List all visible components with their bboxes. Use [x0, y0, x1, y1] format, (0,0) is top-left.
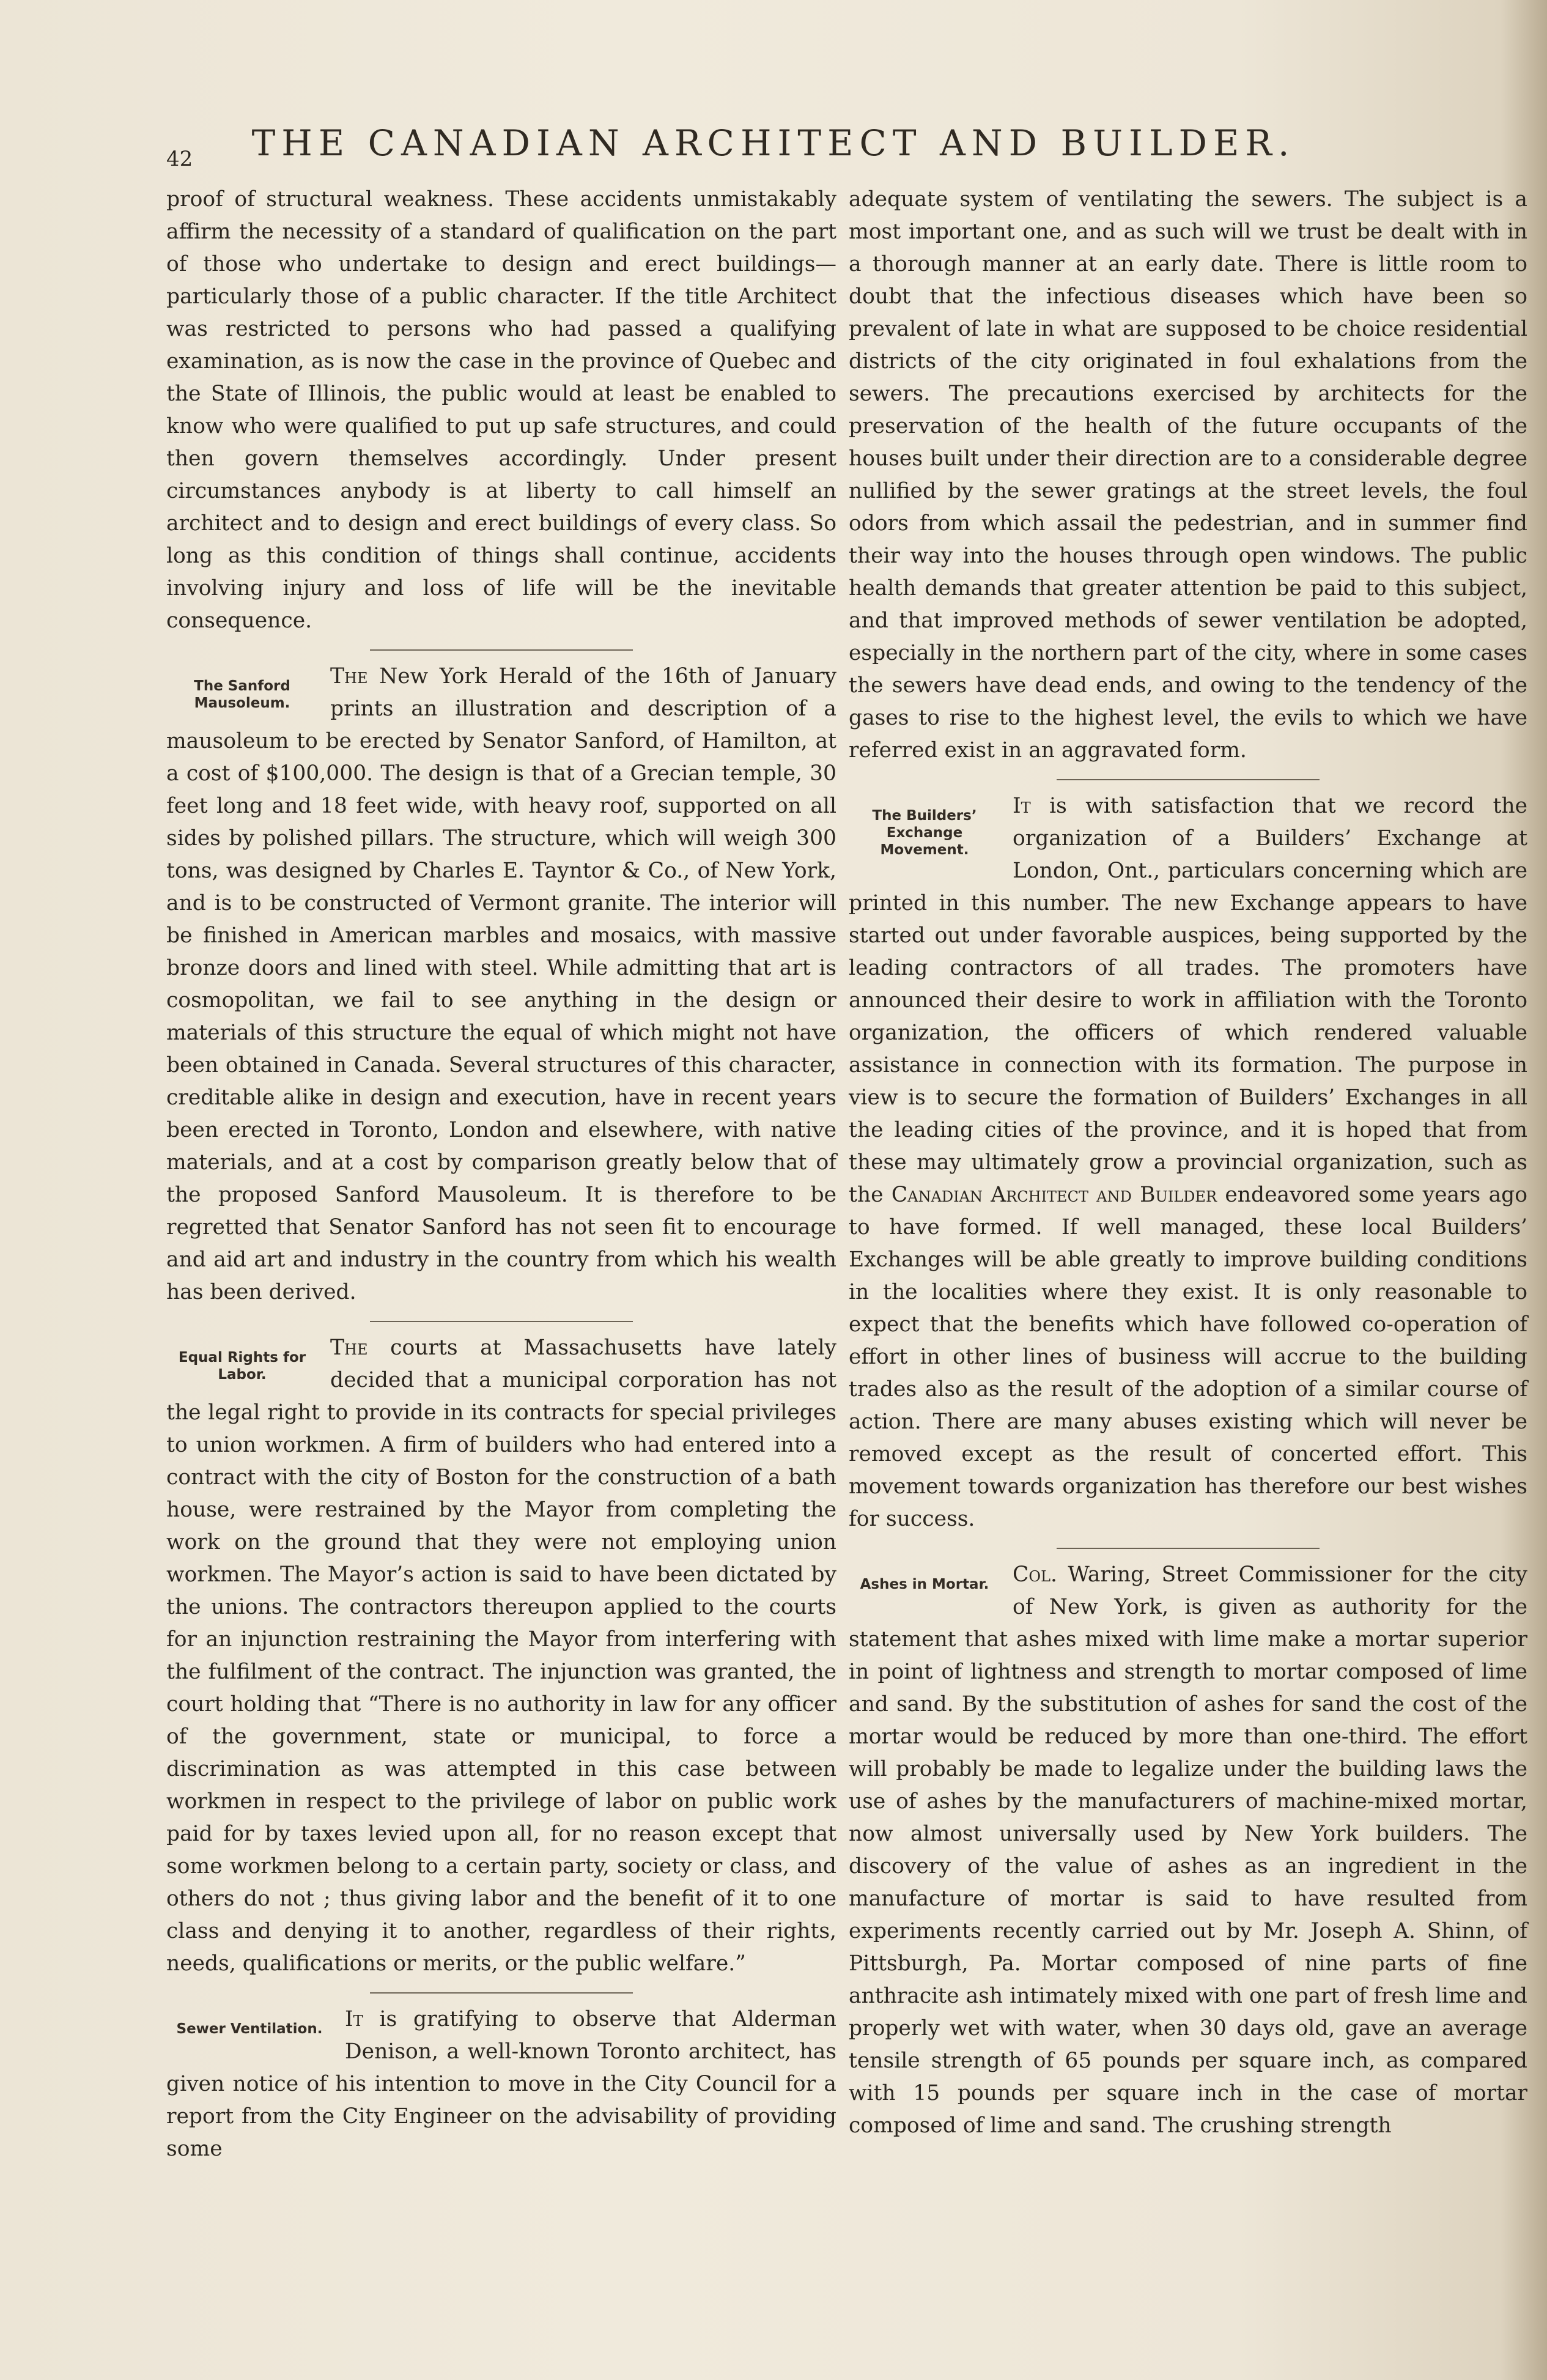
page-number: 42 — [166, 147, 193, 171]
section-divider — [370, 1992, 633, 1994]
article-sewer-ventilation-continued: adequate system of ventilating the sewers. The subject is a most important one, and as such will we trust be dealt with in a thorough manner at an early date. There is little room to doubt that the infectious diseases which have been so prevalent of late in what are supposed to be choice residential districts of the city originated in foul exhalations from the sewers. The precautions exercised by architects for the preservation of the health of the future occupants of the houses built under their direction are to a considerable degree nullified by the sewer gratings at the street levels, the foul odors from which assail the pedestrian, and in summer find their way into the houses through open windows. The public health demands that greater attention be paid to this subject, and that improved methods of sewer ventilation be adopted, especially in the northern part of the city, where in some cases the sewers have dead ends, and owing to the tendency of the gases to rise to the highest level, the evils to which we have referred exist in an aggravated form. — [849, 187, 1527, 763]
sidehead-builders-exchange: The Builders’ Exchange Movement. — [872, 808, 977, 858]
sidehead-sewer-ventilation: Sewer Ventilation. — [176, 2021, 323, 2037]
article-body: endeavored some years ago to have formed. If well managed, these local Builders’ Exchanges will be able greatly to improve building conditions in the localities where they exist. It is only reasonable to expect that the benefits which have followed co-operation of effort in other lines of business will accrue to the building trades also as the result of the adoption of a similar course of action. There are many abuses existing which will never be removed except as the result of concerted effort. This movement towards organization has therefore our best wishes for success. — [849, 1183, 1528, 1531]
lead-word: It — [345, 2007, 363, 2031]
lead-word: Col. — [1013, 1562, 1057, 1587]
article-structural-qualification: proof of structural weakness. These accidents unmistakably affirm the necessity of a standard of qualification on the part of those who undertake to design and erect buildings—particularly those of a public character. If the title Architect was restricted to persons who had passed a qualifying examination, as is now the case in the province of Quebec and the State of Illinois, the public would at least be enabled to know who were qualified to put up safe structures, and could then govern themselves accordingly. Under present circumstances anybody is at liberty to call himself an architect and to design and erect buildings of every class. So long as this condition of things shall continue, accidents involving injury and loss of life will be the inevitable consequence. — [166, 187, 836, 633]
article-equal-rights — [166, 1332, 836, 1980]
sidehead-equal-rights: Equal Rights for Labor. — [178, 1350, 306, 1383]
left-column — [166, 183, 836, 2165]
sidehead-sanford-mausoleum: The Sanford Mausoleum. — [194, 678, 290, 711]
section-divider — [370, 649, 633, 651]
article-body: is gratifying to observe that Alderman Denison, a well-known Toronto architect, has given notice of his intention to move in the City Council for a report from the City Engineer on the advisability of providing some — [166, 2007, 836, 2161]
section-divider — [1057, 1548, 1320, 1549]
article-body: New York Herald of the 16th of January prints an illustration and description of a mausoleum to be erected by Senator Sanford, of Hamilton, at a cost of $100,000. The design is that of a Grecian temple, 30 feet long and 18 feet wide, with heavy roof, supported on all sides by polished pillars. The structure, which will weigh 300 tons, was designed by Charles E. Tayntor & Co., of New York, and is to be constructed of Vermont granite. The interior will be finished in American marbles and mosaics, with massive bronze doors and lined with steel. While admitting that art is cosmopolitan, we fail to see anything in the design or materials of this structure the equal of which might not have been obtained in Canada. Several structures of this character, creditable alike in design and execution, have in recent years been erected in Toronto, London and elsewhere, with native materials, and at a cost by comparison greatly below that of the proposed Sanford Mausoleum. It is therefore to be regretted that Senator Sanford has not seen fit to encourage and aid art and industry in the country from which his wealth has been derived. — [166, 664, 836, 1304]
section-divider — [370, 1321, 633, 1322]
lead-word: The — [330, 1336, 368, 1360]
article-builders-exchange — [849, 790, 1527, 1536]
section-divider — [1057, 779, 1320, 780]
lead-word: The — [330, 664, 368, 689]
article-ashes-in-mortar — [849, 1559, 1527, 2142]
article-sanford-mausoleum — [166, 660, 836, 1309]
lead-word: It — [1013, 794, 1031, 818]
article-body: Waring, Street Commissioner for the city of New York, is given as authority for the statement that ashes mixed with lime make a mortar superior in point of lightness and strength to mortar composed of lime and sand. By the substitution of ashes for sand the cost of the mortar would be reduced by more than one-third. The effort will probably be made to legalize under the building laws the use of ashes by the manufacturers of machine-mixed mortar, now almost universally used by New York builders. The discovery of the value of ashes as an ingredient in the manufacture of mortar is said to have resulted from experiments recently carried out by Mr. Joseph A. Shinn, of Pittsburgh, Pa. Mortar composed of nine parts of fine anthracite ash intimately mixed with one part of fresh lime and properly wet with water, when 30 days old, gave an average tensile strength of 65 pounds per square inch, as compared with 15 pounds per square inch in the case of mortar composed of lime and sand. The crushing strength — [849, 1562, 1527, 2138]
right-column — [849, 183, 1527, 2142]
article-body: is with satisfaction that we record the organization of a Builders’ Exchange at London, Ont., particulars concerning which are printed in this number. The new Exchange appears to have started out under favorable auspices, being supported by the leading contractors of all trades. The promoters have announced their desire to work in affiliation with the Toronto organization, the officers of which rendered valuable assistance in connection with its formation. The purpose in view is to secure the formation of Builders’ Exchanges in all the leading cities of the province, and it is hoped that from these may ultimately grow a provincial organization, such as the — [849, 794, 1527, 1207]
journal-name: Canadian Architect and Builder — [891, 1183, 1217, 1207]
running-title: THE CANADIAN ARCHITECT AND BUILDER. — [251, 122, 1296, 164]
article-body: courts at Massachusetts have lately decided that a municipal corporation has not the legal right to provide in its contracts for special privileges to union workmen. A firm of builders who had entered into a contract with the city of Boston for the construction of a bath house, were restrained by the Mayor from completing the work on the ground that they were not employing union workmen. The Mayor’s action is said to have been dictated by the unions. The contractors thereupon applied to the courts for an injunction restraining the Mayor from interfering with the fulfilment of the contract. The injunction was granted, the court holding that “There is no authority in law for any officer of the government, state or municipal, to force a discrimination as was attempted in this case between workmen in respect to the privilege of labor on public work paid for by taxes levied upon all, for no reason except that some workmen belong to a certain party, society or class, and others do not ; thus giving labor and the benefit of it to one class and denying it to another, regardless of their rights, needs, qualifications or merits, or the public welfare.” — [166, 1336, 836, 1976]
sidehead-ashes-in-mortar: Ashes in Mortar. — [860, 1576, 989, 1592]
